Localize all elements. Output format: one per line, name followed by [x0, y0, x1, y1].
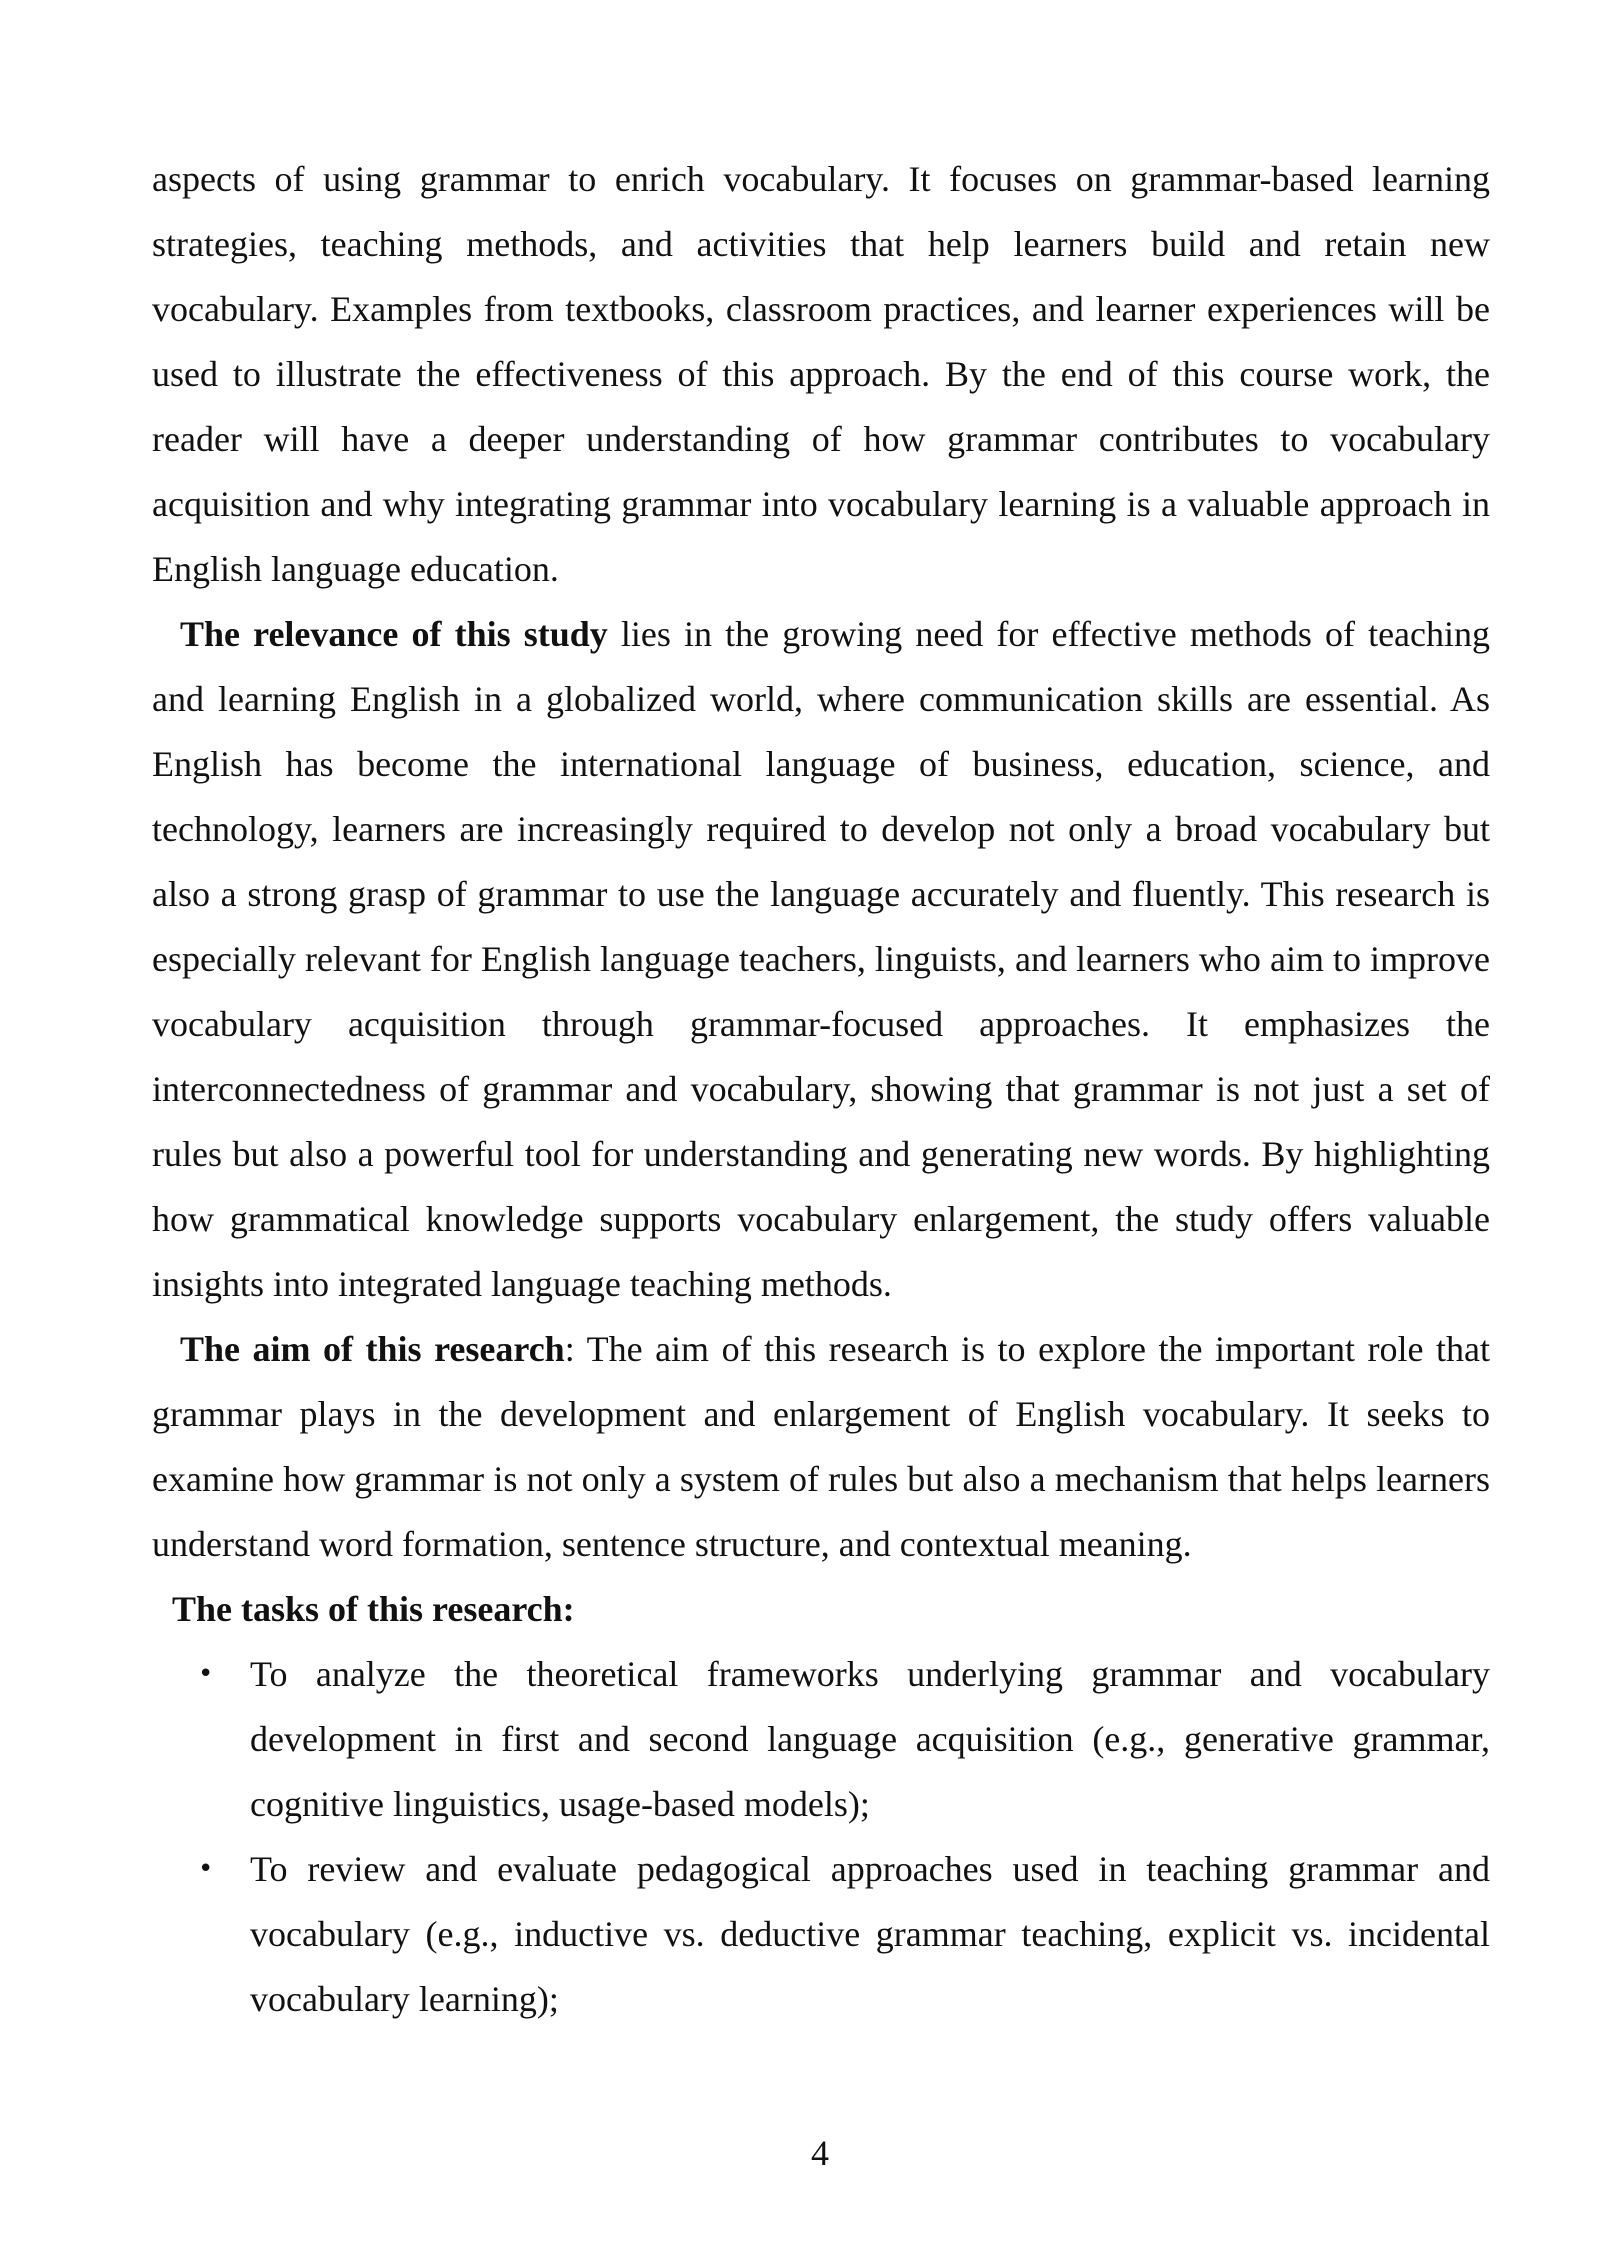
aim-text: : The aim of this research is to explore the important role that grammar plays in the development and enlargement of English vocabulary. It seeks to examine how grammar is not only a system of rules but also a mechanism that helps learners understand word formation, sentence structure, and contextual meaning. [152, 1329, 1491, 1564]
relevance-text: lies in the growing need for effective methods of teaching and learning English in a globalized world, where communication skills are essential. As English has become the international language of business, education, science, and technology, learners are increasingly required to develop not only a broad vocabulary but also a strong grasp of grammar to use the language accurately and fluently. This research is especially relevant for English language teachers, linguists, and learners who aim to improve vocabulary acquisition through grammar-focused approaches. It emphasizes the interconnectedness of grammar and vocabulary, showing that grammar is not just a set of rules but also a powerful tool for understanding and generating new words. By highlighting how grammatical knowledge supports vocabulary enlargement, the study offers valuable insights into integrated language teaching methods. [152, 614, 1491, 1304]
task-item-text: To analyze the theoretical frameworks underlying grammar and vocabulary development in first and second language acquisition (e.g., generative grammar, cognitive linguistics, usage-based models); [250, 1654, 1490, 1824]
document-page [152, 147, 1490, 2032]
bullet-icon: • [198, 1854, 214, 1884]
intro-paragraph: aspects of using grammar to enrich vocabulary. It focuses on grammar-based learning strategies, teaching methods, and activities that help learners build and retain new vocabulary. Examples from textbooks, classroom practices, and learner experiences will be used to illustrate the effectiveness of this approach. By the end of this course work, the reader will have a deeper understanding of how grammar contributes to vocabulary acquisition and why integrating grammar into vocabulary learning is a valuable approach in English language education. [152, 159, 1490, 589]
bullet-icon: • [198, 1659, 214, 1689]
tasks-heading: The tasks of this research: [172, 1589, 575, 1629]
aim-heading: The aim of this research [180, 1329, 565, 1369]
task-item [152, 1837, 1490, 2032]
task-item-text: To review and evaluate pedagogical approaches used in teaching grammar and vocabulary (e.g., inductive vs. deductive grammar teaching, explicit vs. incidental vocabulary learning); [250, 1849, 1490, 2019]
tasks-list [152, 1642, 1490, 2032]
task-item [152, 1642, 1490, 1837]
relevance-paragraph [152, 602, 1490, 1317]
aim-paragraph [152, 1317, 1490, 1577]
page-number: 4 [811, 2133, 829, 2173]
relevance-heading: The relevance of this study [180, 614, 608, 654]
